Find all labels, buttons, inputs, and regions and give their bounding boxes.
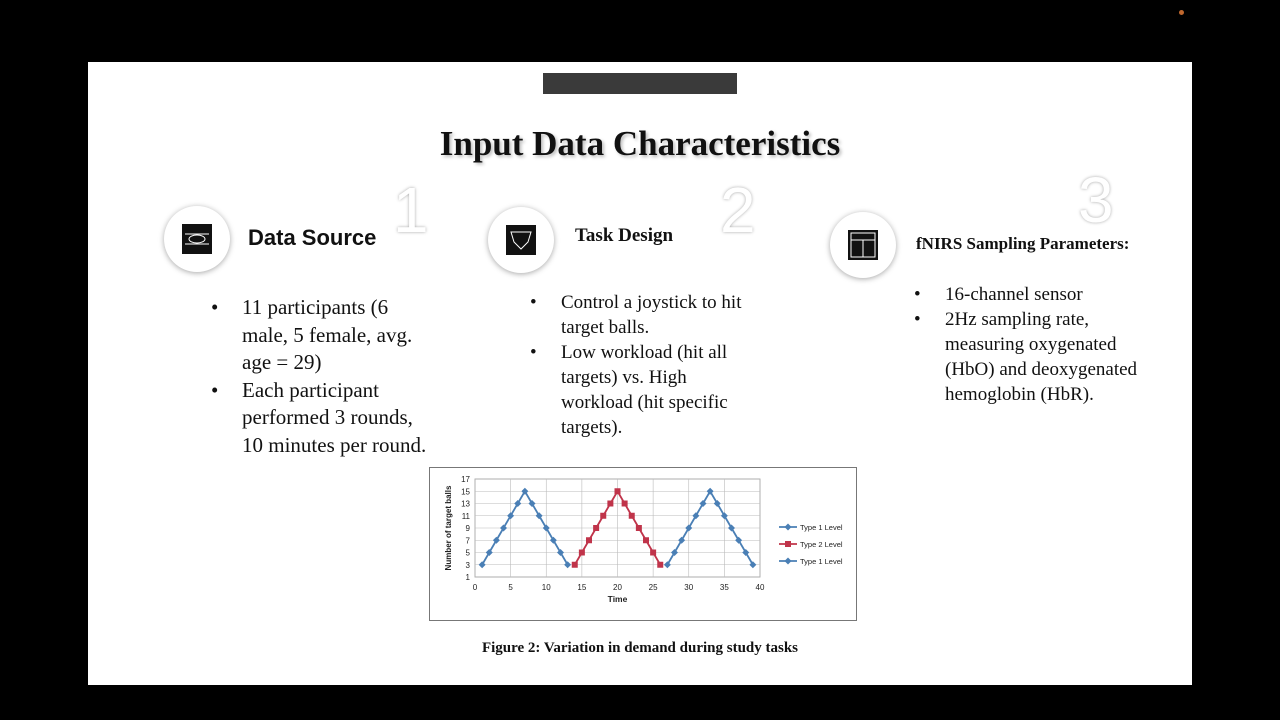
legend-marker — [785, 558, 792, 565]
data-point — [607, 501, 613, 507]
y-tick-label: 5 — [465, 548, 470, 558]
recording-indicator-dot — [1179, 10, 1184, 15]
x-tick-label: 40 — [755, 583, 765, 592]
x-tick-label: 30 — [684, 583, 694, 592]
x-tick-label: 0 — [472, 583, 478, 592]
y-tick-label: 1 — [465, 573, 470, 582]
data-source-heading: Data Source — [248, 225, 377, 250]
sampling-icon-badge — [830, 212, 896, 278]
y-axis-label: Number of target balls — [444, 485, 453, 571]
legend-marker — [785, 524, 792, 531]
task-design-icon-badge — [488, 207, 554, 273]
x-tick-label: 35 — [719, 583, 729, 592]
data-point — [622, 501, 628, 507]
x-tick-label: 20 — [613, 583, 622, 592]
data-point — [615, 488, 621, 494]
sampling-heading: fNIRS Sampling Parameters: — [916, 234, 1130, 253]
shield-icon — [506, 225, 536, 255]
y-tick-label: 3 — [465, 560, 470, 570]
list-item: • 11 participants (6 male, 5 female, avg. age = 29) — [211, 294, 436, 377]
legend-marker — [785, 541, 791, 547]
figure-caption: Figure 2: Variation in demand during study tasks — [481, 640, 799, 656]
x-tick-label: 15 — [577, 583, 587, 592]
data-source-bullets — [211, 294, 436, 459]
sampling-bullets — [914, 282, 1144, 407]
redacted-bar — [543, 73, 737, 94]
y-tick-label: 15 — [461, 487, 470, 497]
x-tick-label: 10 — [541, 583, 551, 592]
x-axis-label: Time — [607, 594, 628, 604]
data-point — [643, 537, 649, 543]
task-design-heading: Task Design — [575, 225, 674, 246]
legend-label: Type 1 Level — [800, 523, 843, 532]
list-item: • 2Hz sampling rate, measuring oxygenated (HbO) and deoxygenated hemoglobin (HbR). — [914, 307, 1144, 407]
data-point — [600, 513, 606, 519]
x-tick-label: 5 — [508, 583, 513, 592]
slide — [88, 62, 1192, 685]
step-number-2: 2 — [720, 174, 756, 246]
step-number-3: 3 — [1078, 164, 1114, 236]
list-item: • Low workload (hit all targets) vs. High workload (hit specific targets). — [530, 340, 750, 440]
y-tick-label: 17 — [461, 475, 470, 484]
data-point — [586, 537, 592, 543]
step-number-1: 1 — [393, 174, 429, 246]
list-item: • Control a joystick to hit target balls. — [530, 290, 750, 340]
grid-icon — [182, 224, 212, 254]
list-item: • Each participant performed 3 rounds, 10 minutes per round. — [211, 377, 436, 460]
x-tick-label: 25 — [648, 583, 658, 592]
legend-label: Type 2 Level — [800, 540, 843, 549]
y-tick-label: 9 — [465, 524, 470, 533]
data-point — [572, 562, 578, 568]
data-point — [636, 525, 642, 531]
y-tick-label: 7 — [465, 536, 470, 546]
y-tick-label: 13 — [461, 499, 470, 509]
data-point — [629, 513, 635, 519]
data-point — [579, 550, 585, 556]
y-tick-label: 11 — [461, 511, 470, 521]
data-source-icon-badge — [164, 206, 230, 272]
data-point — [657, 562, 663, 568]
list-item: • 16-channel sensor — [914, 282, 1144, 307]
slide-title: Input Data Characteristics — [439, 124, 841, 163]
task-design-bullets — [530, 290, 750, 440]
table-icon — [848, 230, 878, 260]
data-point — [650, 550, 656, 556]
data-point — [593, 525, 599, 531]
legend-label: Type 1 Level — [800, 557, 843, 566]
line-chart — [430, 468, 856, 620]
figure-2-chart — [429, 467, 857, 621]
